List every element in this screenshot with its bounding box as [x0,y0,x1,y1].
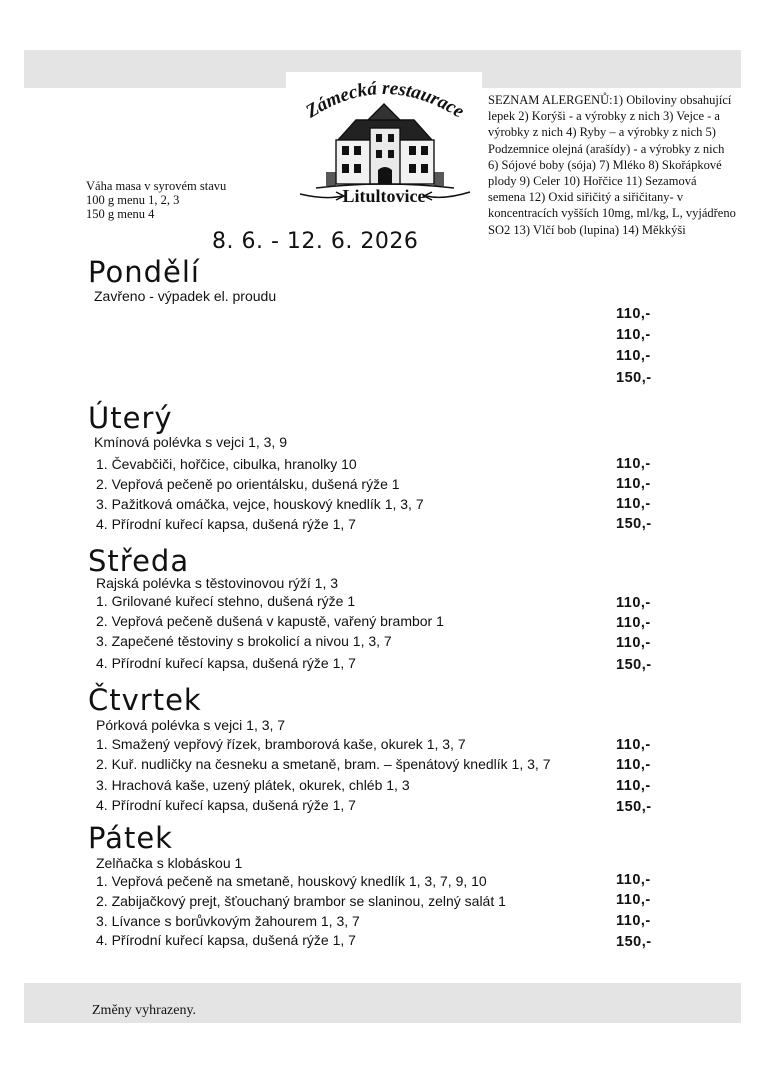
menu-item: 3. Pažitková omáčka, vejce, houskový knedlík 1, 3, 7 [96,496,424,512]
soup-item: Zelňačka s klobáskou 1 [96,855,243,871]
menu-price: 110,- [616,913,651,929]
soup-item: Rajská polévka s těstovinovou rýží 1, 3 [96,575,339,591]
menu-item: 1. Grilované kuřecí stehno, dušená rýže 1 [96,593,356,609]
menu-item: 4. Přírodní kuřecí kapsa, dušená rýže 1, 7 [96,797,356,813]
menu-price: 110,- [616,496,651,512]
menu-price: 110,- [616,476,651,492]
day-heading-friday: Pátek [88,821,173,855]
menu-price: 150,- [616,370,652,386]
menu-price: 110,- [616,737,651,753]
day-heading-monday: Pondělí [88,255,200,289]
menu-price: 150,- [616,934,652,950]
day-heading-thursday: Čtvrtek [88,683,202,717]
menu-item: 1. Vepřová pečeně na smetaně, houskový knedlík 1, 3, 7, 9, 10 [96,873,487,889]
menu-price: 150,- [616,799,652,815]
menu-item: 2. Kuř. nudličky na česneku a smetaně, bram. – špenátový knedlík 1, 3, 7 [96,756,551,772]
soup-item: Pórková polévka s vejci 1, 3, 7 [96,717,286,733]
monday-notice: Zavřeno - výpadek el. proudu [94,288,277,304]
menu-price: 110,- [616,778,651,794]
day-heading-wednesday: Středa [88,544,190,578]
week-date-range: 8. 6. - 12. 6. 2026 [212,229,419,254]
menu-price: 150,- [616,516,652,532]
menu-price: 150,- [616,657,652,673]
menu-item: 3. Lívance s borůvkovým žahourem 1, 3, 7 [96,913,360,929]
footer-note: Změny vyhrazeny. [92,1003,197,1018]
menu-item: 2. Vepřová pečeně dušená v kapustě, vařený brambor 1 [96,613,444,629]
menu-price: 110,- [616,306,651,322]
menu-price: 110,- [616,635,651,651]
logo-top-text: Zámecká restaurace [302,77,468,123]
menu-item: 4. Přírodní kuřecí kapsa, dušená rýže 1, 7 [96,655,356,671]
menu-price: 110,- [616,348,651,364]
menu-item: 3. Zapečené těstoviny s brokolicí a nivou 1, 3, 7 [96,633,392,649]
menu-price: 110,- [616,892,651,908]
menu-item: 2. Zabijačkový prejt, šťouchaný brambor se slaninou, zelný salát 1 [96,893,506,909]
weight-note-line: 150 g menu 4 [86,207,155,221]
menu-price: 110,- [616,615,651,631]
weight-note-line: 100 g menu 1, 2, 3 [86,193,180,207]
logo-bottom-text: Litultovice [342,186,426,206]
soup-item: Kmínová polévka s vejci 1, 3, 9 [94,434,287,450]
menu-item: 1. Smažený vepřový řízek, bramborová kaše, okurek 1, 3, 7 [96,736,466,752]
menu-price: 110,- [616,872,651,888]
day-heading-tuesday: Úterý [88,401,173,435]
menu-item: 4. Přírodní kuřecí kapsa, dušená rýže 1, 7 [96,516,356,532]
menu-price: 110,- [616,456,651,472]
menu-price: 110,- [616,327,651,343]
chateau-logo-icon [286,72,482,220]
menu-item: 3. Hrachová kaše, uzený plátek, okurek, chléb 1, 3 [96,777,410,793]
restaurant-logo [286,72,482,220]
meat-weight-note [86,179,226,221]
menu-item: 1. Čevabčiči, hořčice, cibulka, hranolky 10 [96,456,357,472]
menu-item: 2. Vepřová pečeně po orientálsku, dušená rýže 1 [96,476,400,492]
menu-item: 4. Přírodní kuřecí kapsa, dušená rýže 1, 7 [96,932,356,948]
menu-price: 110,- [616,757,651,773]
allergen-list: SEZNAM ALERGENŮ:1) Obiloviny obsahující lepek 2) Korýši - a výrobky z nich 3) Vejce - a výrobky z nich 4) Ryby – a výrobky z nich 5) Podzemnice olejná (arašídy) - a výrobky z nich 6) Sójové boby (sója) 7) Mléko 8) Skořápkové plody 9) Celer 10) Hořčice 11) Sezamová semena 12) Oxid siřičitý a siřičitany- v koncentracích vyšších 10mg, ml/kg, L, vyjádřeno SO2 13) Vlčí bob (lupina) 14) Měkkýši [488,93,736,237]
weight-note-line: Váha masa v syrovém stavu [86,179,227,193]
menu-price: 110,- [616,595,651,611]
